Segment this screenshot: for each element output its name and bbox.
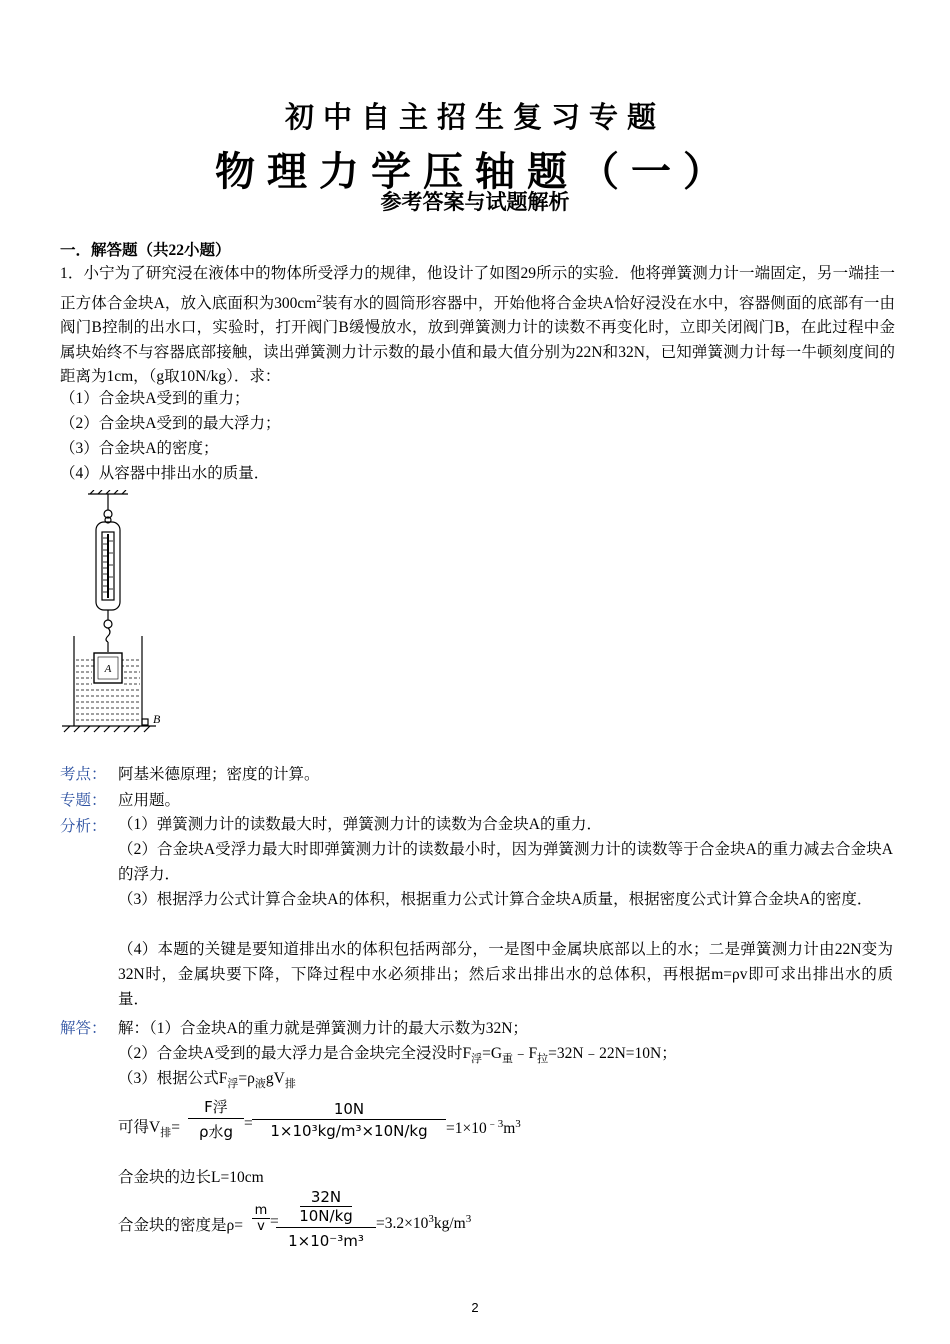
formula-volume-fraction-1: F浮 ρ水g [188, 1096, 244, 1142]
page-number: 2 [471, 1300, 479, 1315]
side-length: 合金块的边长L=10cm [118, 1169, 264, 1186]
answer-line-1: 解：（1）合金块A的重力就是弹簧测力计的最大示数为32N； [118, 1020, 528, 1037]
answer-label: 解答： [60, 1020, 107, 1037]
subtitle: 参考答案与试题解析 [380, 190, 570, 214]
fenxi-item-4: （4）本题的关键是要知道排出水的体积包括两部分，一是图中金属块底部以上的水；二是弹簧测力计由22N变为32N时，金属块要下降，下降过程中水必须排出；然后求出排出水的总体积，再根据m=ρv即可求出排出水的质量． [118, 941, 893, 1008]
fenxi-item-1: （1）弹簧测力计的读数最大时，弹簧测力计的读数为合金块A的重力． [118, 816, 602, 833]
formula-volume-eq: = [244, 1115, 253, 1132]
series-title: 初中自主招生复习专题 [284, 102, 665, 134]
zhuanti-value: 应用题。 [118, 792, 181, 809]
answer-line-3: （3）根据公式$F_浮=\rho_液gV_排$ [118, 1070, 296, 1091]
section-heading: 一．解答题（共22小题） [60, 242, 231, 259]
formula-density-result: $=3.2\times 10^3kg/m^3$ [376, 1213, 472, 1233]
fenxi-label: 分析： [60, 818, 107, 835]
formula-density-prefix: 合金块的密度是ρ= [118, 1217, 243, 1234]
main-title: 物理力学压轴题（一） [215, 149, 735, 194]
question-text: 1．小宁为了研究浸在液体中的物体所受浮力的规律，他设计了如图29所示的实验．他将弹簧测力计一端固定，另一端挂一正方体合金块A，放入底面积为$300cm^2$装有水的圆筒形容器中，开始他将合金块A恰好浸没在水中，容器侧面的底部有一由阀门B控制的出水口，实验时，打开阀门B缓慢放水，放到弹簧测力计的读数不再变化时，立即关闭阀门B，在此过程中金属块始终不与容器底部接触，读出弹簧测力计示数的最小值和最大值分别为22N和32N，已知弹簧测力计每一牛顿刻度间的距离为1cm，（g取10N/kg）．求： [60, 265, 895, 386]
kaodian-label: 考点： [60, 766, 107, 783]
formula-volume-result: $=1\times 10^{﹣3}m^3$ [446, 1118, 521, 1138]
question-part-3: （3）合金块A的密度； [60, 440, 219, 457]
fenxi-item-3: （3）根据浮力公式计算合金块A的体积，根据重力公式计算合金块A质量，根据密度公式计算合金块A的密度． [118, 891, 873, 908]
fenxi-item-2: （2）合金块A受浮力最大时即弹簧测力计的读数最小时，因为弹簧测力计的读数等于合金块A的重力减去合金块A的浮力． [118, 841, 893, 883]
question-part-2: （2）合金块A受到的最大浮力； [60, 415, 281, 432]
formula-density-mv: $\frac{m}{v}$ [252, 1203, 270, 1234]
answer-line-2: （2）合金块A受到的最大浮力是合金块完全浸没时$F_浮=G_重﹣F_拉=32N﹣22N=10N$； [118, 1045, 677, 1066]
label-a: A [104, 663, 112, 675]
question-part-1: （1）合金块A受到的重力； [60, 390, 250, 407]
label-b: B [153, 712, 161, 726]
formula-density-fraction: 32N 10N/kg 1×10⁻³m³ [276, 1188, 376, 1250]
kaodian-value: 阿基米德原理；密度的计算。 [118, 766, 320, 783]
question-part-4: （4）从容器中排出水的质量． [60, 465, 270, 482]
formula-volume-prefix: 可得$V_排=$ [118, 1119, 180, 1140]
formula-volume-fraction-2: $\frac{10N}{\text{1×10³kg/m³×10N/kg}}$ [252, 1100, 446, 1140]
formula-density-eq: = [270, 1213, 279, 1230]
zhuanti-label: 专题： [60, 792, 107, 809]
experiment-figure [60, 490, 180, 735]
